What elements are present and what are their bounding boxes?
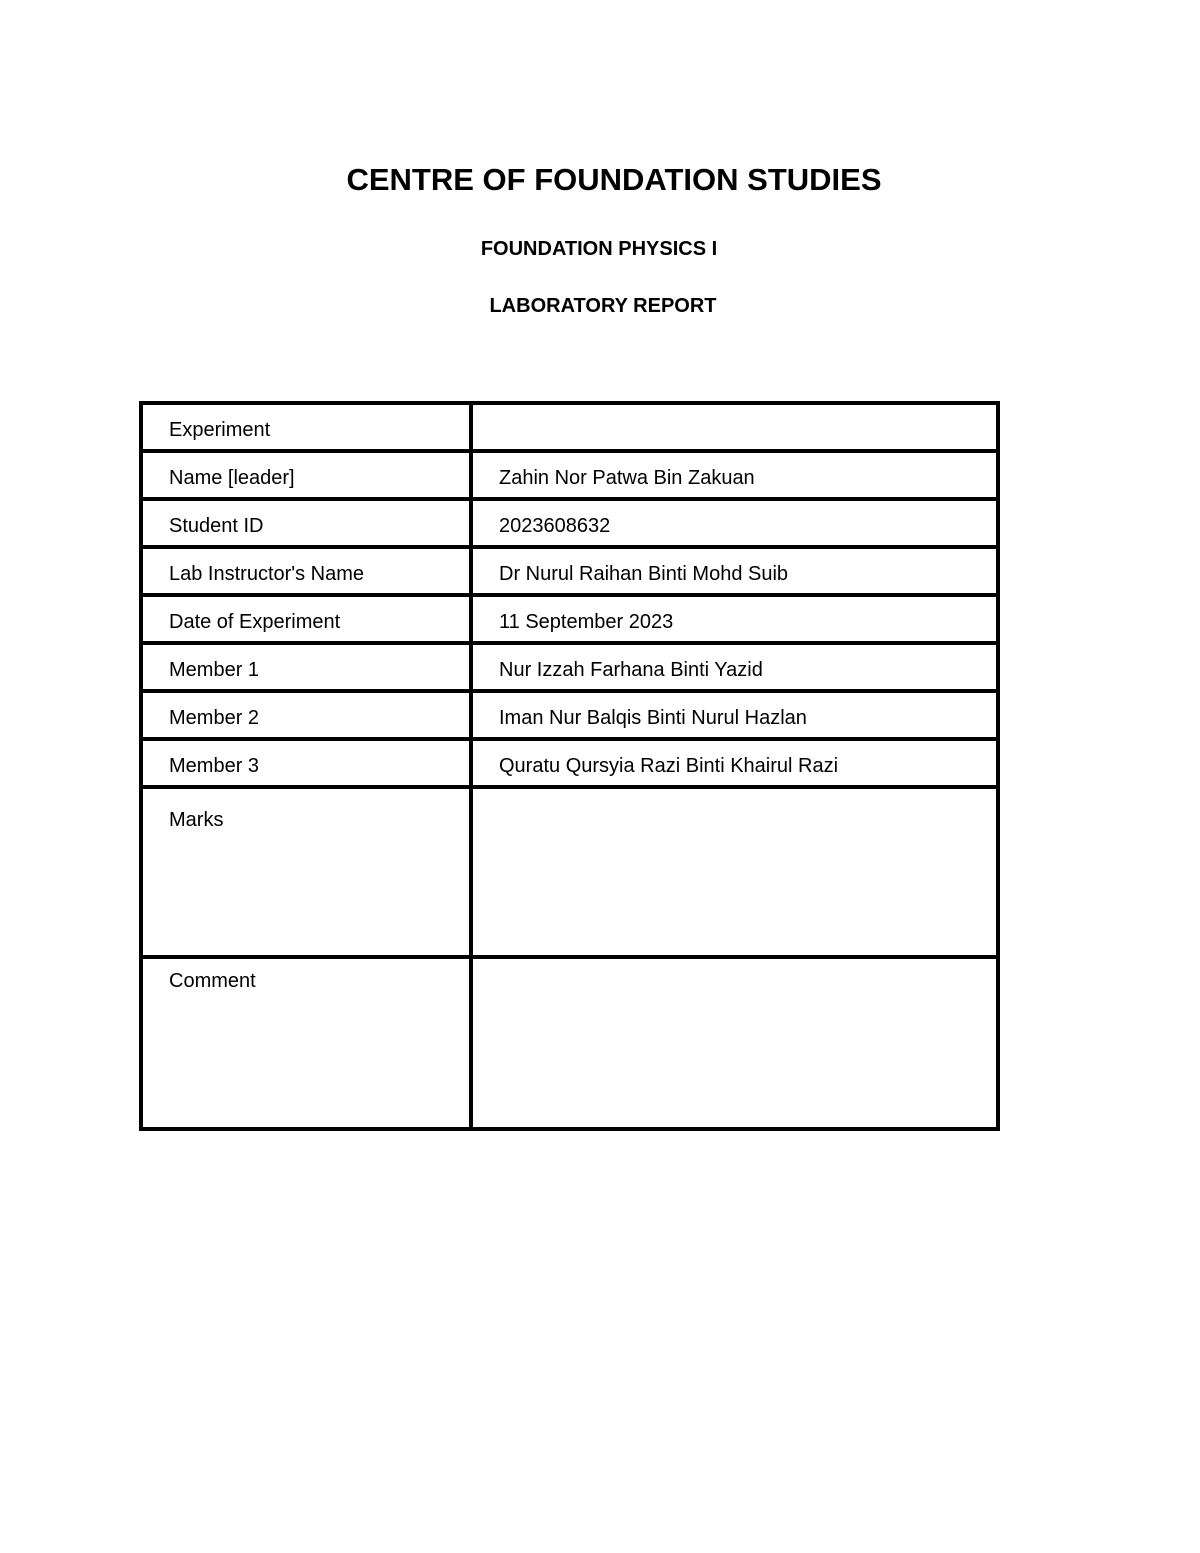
document-type-title: LABORATORY REPORT [489,295,717,317]
table-row-name-leader [141,451,998,499]
table-row-date [141,595,998,643]
report-info-table [139,401,1000,1131]
table-row-lab-instructor [141,547,998,595]
row-label: Member 2 [141,691,471,739]
table-row-comment [141,957,998,1129]
table-row-experiment [141,403,998,451]
row-value: Dr Nurul Raihan Binti Mohd Suib [471,547,998,595]
row-value: Zahin Nor Patwa Bin Zakuan [471,451,998,499]
table-row-member-1 [141,643,998,691]
row-label: Marks [141,787,471,957]
row-value: Nur Izzah Farhana Binti Yazid [471,643,998,691]
institution-title: CENTRE OF FOUNDATION STUDIES [346,162,882,197]
row-label: Member 1 [141,643,471,691]
table-row-student-id [141,499,998,547]
row-label: Experiment [141,403,471,451]
row-value [471,957,998,1129]
row-label: Lab Instructor's Name [141,547,471,595]
row-value: Iman Nur Balqis Binti Nurul Hazlan [471,691,998,739]
row-label: Date of Experiment [141,595,471,643]
row-label: Name [leader] [141,451,471,499]
row-value [471,787,998,957]
row-value [471,403,998,451]
row-value: Quratu Qursyia Razi Binti Khairul Razi [471,739,998,787]
course-title: FOUNDATION PHYSICS I [480,238,718,260]
table-row-member-3 [141,739,998,787]
table-row-marks [141,787,998,957]
row-value: 11 September 2023 [471,595,998,643]
row-value: 2023608632 [471,499,998,547]
row-label: Student ID [141,499,471,547]
table-row-member-2 [141,691,998,739]
row-label: Comment [141,957,471,1129]
row-label: Member 3 [141,739,471,787]
